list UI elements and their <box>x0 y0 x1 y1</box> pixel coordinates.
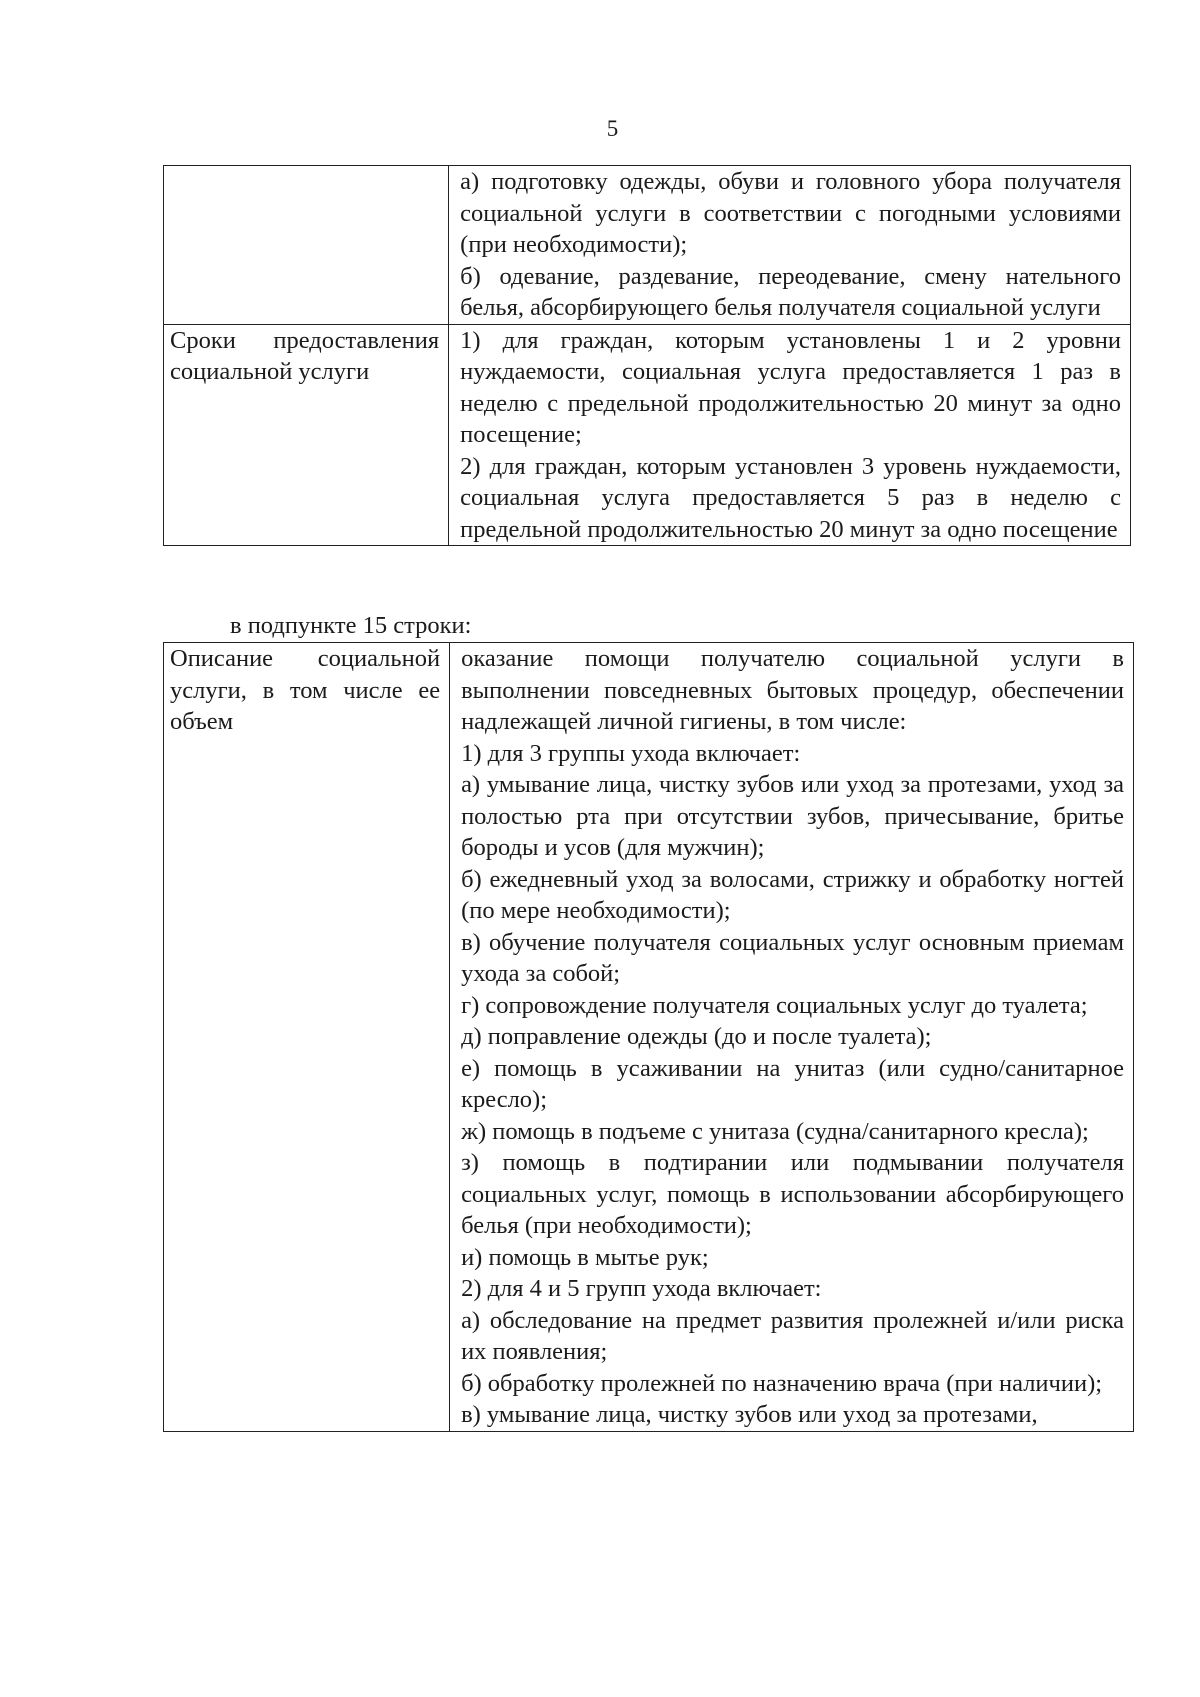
cell-paragraph: з) помощь в подтирании или подмывании получателя социальных услуг, помощь в использовании абсорбирующего белья (при необходимости); <box>461 1149 1124 1239</box>
table-cell-content <box>449 324 1131 546</box>
table-cell-content <box>449 166 1131 325</box>
table-cell-label <box>164 324 449 546</box>
row-label: Сроки предоставления социальной услуги <box>170 326 440 385</box>
cell-paragraph: а) обследование на предмет развития пролежней и/или риска их появления; <box>461 1306 1124 1365</box>
service-description-table <box>163 642 1134 1432</box>
cell-paragraph: и) помощь в мытье рук; <box>461 1243 709 1271</box>
cell-paragraph: в) обучение получателя социальных услуг основным приемам ухода за собой; <box>461 928 1124 987</box>
cell-paragraph: 1) для 3 группы ухода включает: <box>461 739 801 767</box>
cell-paragraph: а) умывание лица, чистку зубов или уход за протезами, уход за полостью рта при отсутствии зубов, причесывание, бритье бороды и усов (для мужчин); <box>461 771 1124 861</box>
table-1-body <box>164 166 1131 546</box>
table-cell-label <box>164 643 450 1432</box>
table-row <box>164 166 1131 325</box>
table-row <box>164 643 1134 1432</box>
table-row <box>164 324 1131 546</box>
cell-paragraph: 2) для граждан, которым установлен 3 уровень нуждаемости, социальная услуга предоставляется 5 раз в неделю с предельной продолжительностью 20 минут за одно посещение <box>460 452 1121 543</box>
cell-paragraph: ж) помощь в подъеме с унитаза (судна/санитарного кресла); <box>461 1117 1089 1145</box>
table-cell-content <box>450 643 1134 1432</box>
subparagraph-intro: в подпункте 15 строки: <box>230 612 472 639</box>
cell-paragraph: б) одевание, раздевание, переодевание, смену нательного белья, абсорбирующего белья получателя социальной услуги <box>460 262 1121 321</box>
cell-paragraph: а) подготовку одежды, обуви и головного убора получателя социальной услуги в соответствии с погодными условиями (при необходимости); <box>460 168 1121 258</box>
row-label: Описание социальной услуги, в том числе ее объем <box>170 645 441 735</box>
cell-paragraph: в) умывание лица, чистку зубов или уход за протезами, <box>461 1401 1038 1428</box>
cell-paragraph: 2) для 4 и 5 групп ухода включает: <box>461 1275 822 1302</box>
cell-paragraph: д) поправление одежды (до и после туалета); <box>461 1023 932 1050</box>
table-cell-label <box>164 166 449 325</box>
cell-paragraph: оказание помощи получателю социальной услуги в выполнении повседневных бытовых процедур, обеспечении надлежащей личной гигиены, в том числе: <box>461 645 1124 735</box>
page-number: 5 <box>606 116 619 141</box>
cell-paragraph: б) ежедневный уход за волосами, стрижку и обработку ногтей (по мере необходимости); <box>461 865 1124 924</box>
table-2-body <box>164 643 1134 1432</box>
cell-paragraph: 1) для граждан, которым установлены 1 и 2 уровни нуждаемости, социальная услуга предоставляется 1 раз в неделю с предельной продолжительностью 20 минут за одно посещение; <box>460 326 1121 448</box>
cell-paragraph: г) сопровождение получателя социальных услуг до туалета; <box>461 991 1088 1019</box>
cell-paragraph: б) обработку пролежней по назначению врача (при наличии); <box>461 1369 1103 1397</box>
cell-paragraph: е) помощь в усаживании на унитаз (или судно/санитарное кресло); <box>461 1054 1124 1113</box>
service-table-continued <box>163 165 1131 546</box>
